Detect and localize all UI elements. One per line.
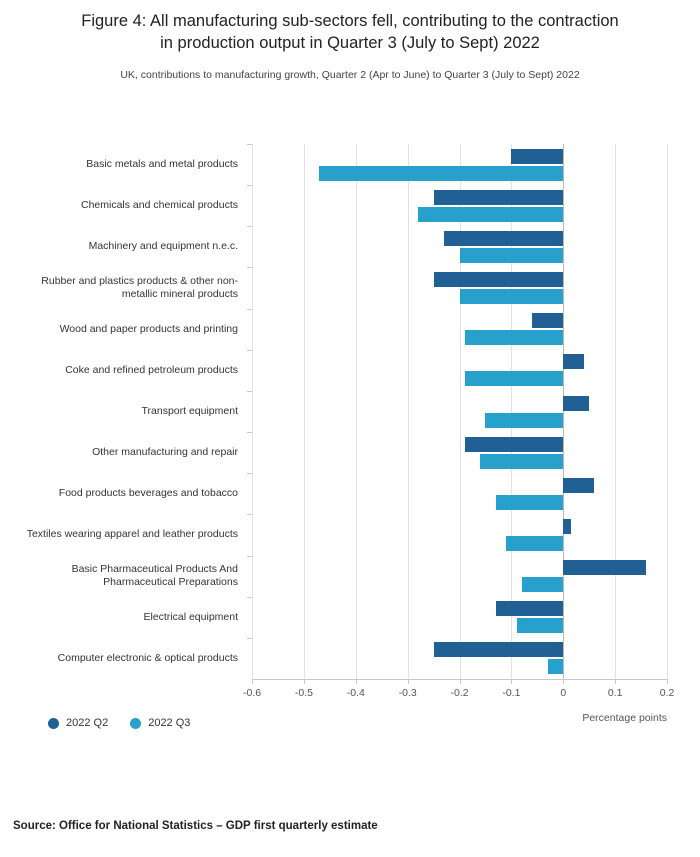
bar-q2	[563, 519, 571, 534]
gridline	[252, 144, 253, 679]
bar-q3	[480, 454, 563, 469]
bar-q2	[444, 231, 563, 246]
x-tick-label: -0.6	[242, 687, 262, 699]
x-tick	[667, 679, 668, 684]
category-label: Basic metals and metal products	[86, 158, 238, 171]
x-tick-label: 0.2	[659, 687, 675, 699]
category-label: Computer electronic & optical products	[57, 651, 238, 664]
category-label: Rubber and plastics products & other non-metallic mineral products	[41, 275, 238, 301]
legend-item[interactable]	[130, 717, 190, 729]
page-title-line1: Figure 4: All manufacturing sub-sectors fell, contributing to the contraction	[81, 12, 619, 30]
bar-q3	[460, 289, 564, 304]
x-tick-label: -0.1	[502, 687, 521, 699]
legend-label: 2022 Q2	[66, 717, 109, 729]
x-tick	[511, 679, 512, 684]
bar-q3	[496, 495, 563, 510]
page-title-line2: in production output in Quarter 3 (July to Sept) 2022	[160, 34, 540, 53]
gridline	[408, 144, 409, 679]
bar-q2	[532, 313, 563, 328]
category-label: Other manufacturing and repair	[92, 446, 238, 459]
bar-q2	[434, 272, 564, 287]
x-tick-label: -0.2	[450, 687, 469, 699]
bar-q2	[465, 437, 564, 452]
x-tick	[408, 679, 409, 684]
gridline	[511, 144, 512, 679]
category-label: Machinery and equipment n.e.c.	[88, 240, 238, 253]
plot-region	[252, 144, 667, 679]
bar-q2	[563, 396, 589, 411]
gridline	[304, 144, 305, 679]
bar-q2	[511, 149, 563, 164]
x-tick-label: -0.4	[346, 687, 365, 699]
chart-subtitle: UK, contributions to manufacturing growth, Quarter 2 (Apr to June) to Quarter 3 (July to Sept) 2022	[120, 68, 580, 81]
x-tick	[615, 679, 616, 684]
page-title	[18, 10, 682, 55]
x-tick	[563, 679, 564, 684]
bar-q3	[548, 659, 564, 674]
bar-q2	[434, 190, 564, 205]
gridline	[667, 144, 668, 679]
x-tick	[304, 679, 305, 684]
x-tick-label: -0.5	[294, 687, 313, 699]
x-tick	[356, 679, 357, 684]
legend-swatch-icon	[130, 718, 141, 729]
source-note: Source: Office for National Statistics – GDP first quarterly estimate	[13, 820, 378, 832]
category-label: Wood and paper products and printing	[59, 322, 238, 335]
bar-q2	[563, 354, 584, 369]
bar-q2	[563, 560, 646, 575]
x-tick-label: 0	[560, 687, 567, 699]
category-axis	[0, 144, 252, 679]
x-tick-label: -0.3	[398, 687, 417, 699]
bar-q3	[522, 577, 564, 592]
category-label: Food products beverages and tobacco	[58, 487, 238, 500]
legend-item[interactable]	[48, 717, 108, 729]
x-tick	[460, 679, 461, 684]
gridline	[460, 144, 461, 679]
bar-q2	[434, 642, 564, 657]
bar-q3	[517, 618, 564, 633]
bar-q3	[460, 248, 564, 263]
category-label: Transport equipment	[141, 405, 238, 417]
legend	[48, 717, 190, 729]
zero-line	[563, 144, 564, 679]
bar-q3	[418, 207, 563, 222]
legend-swatch-icon	[48, 718, 59, 729]
bar-q2	[563, 478, 594, 493]
bar-q2	[496, 601, 563, 616]
category-label: Chemicals and chemical products	[81, 199, 238, 212]
category-label: Coke and refined petroleum products	[65, 363, 238, 376]
bar-q3	[465, 330, 564, 345]
bar-q3	[465, 371, 564, 386]
gridline	[356, 144, 357, 679]
bar-q3	[485, 413, 563, 428]
category-label: Basic Pharmaceutical Products And Pharmaceutical Preparations	[71, 563, 238, 589]
title-block	[0, 0, 700, 81]
legend-label: 2022 Q3	[148, 717, 191, 729]
x-tick-label: 0.1	[607, 687, 623, 699]
x-axis-title: Percentage points	[582, 712, 667, 724]
x-tick	[252, 679, 253, 684]
gridline	[615, 144, 616, 679]
bar-q3	[319, 166, 563, 181]
category-label: Electrical equipment	[143, 610, 238, 623]
category-label: Textiles wearing apparel and leather products	[26, 528, 238, 541]
bar-q3	[506, 536, 563, 551]
